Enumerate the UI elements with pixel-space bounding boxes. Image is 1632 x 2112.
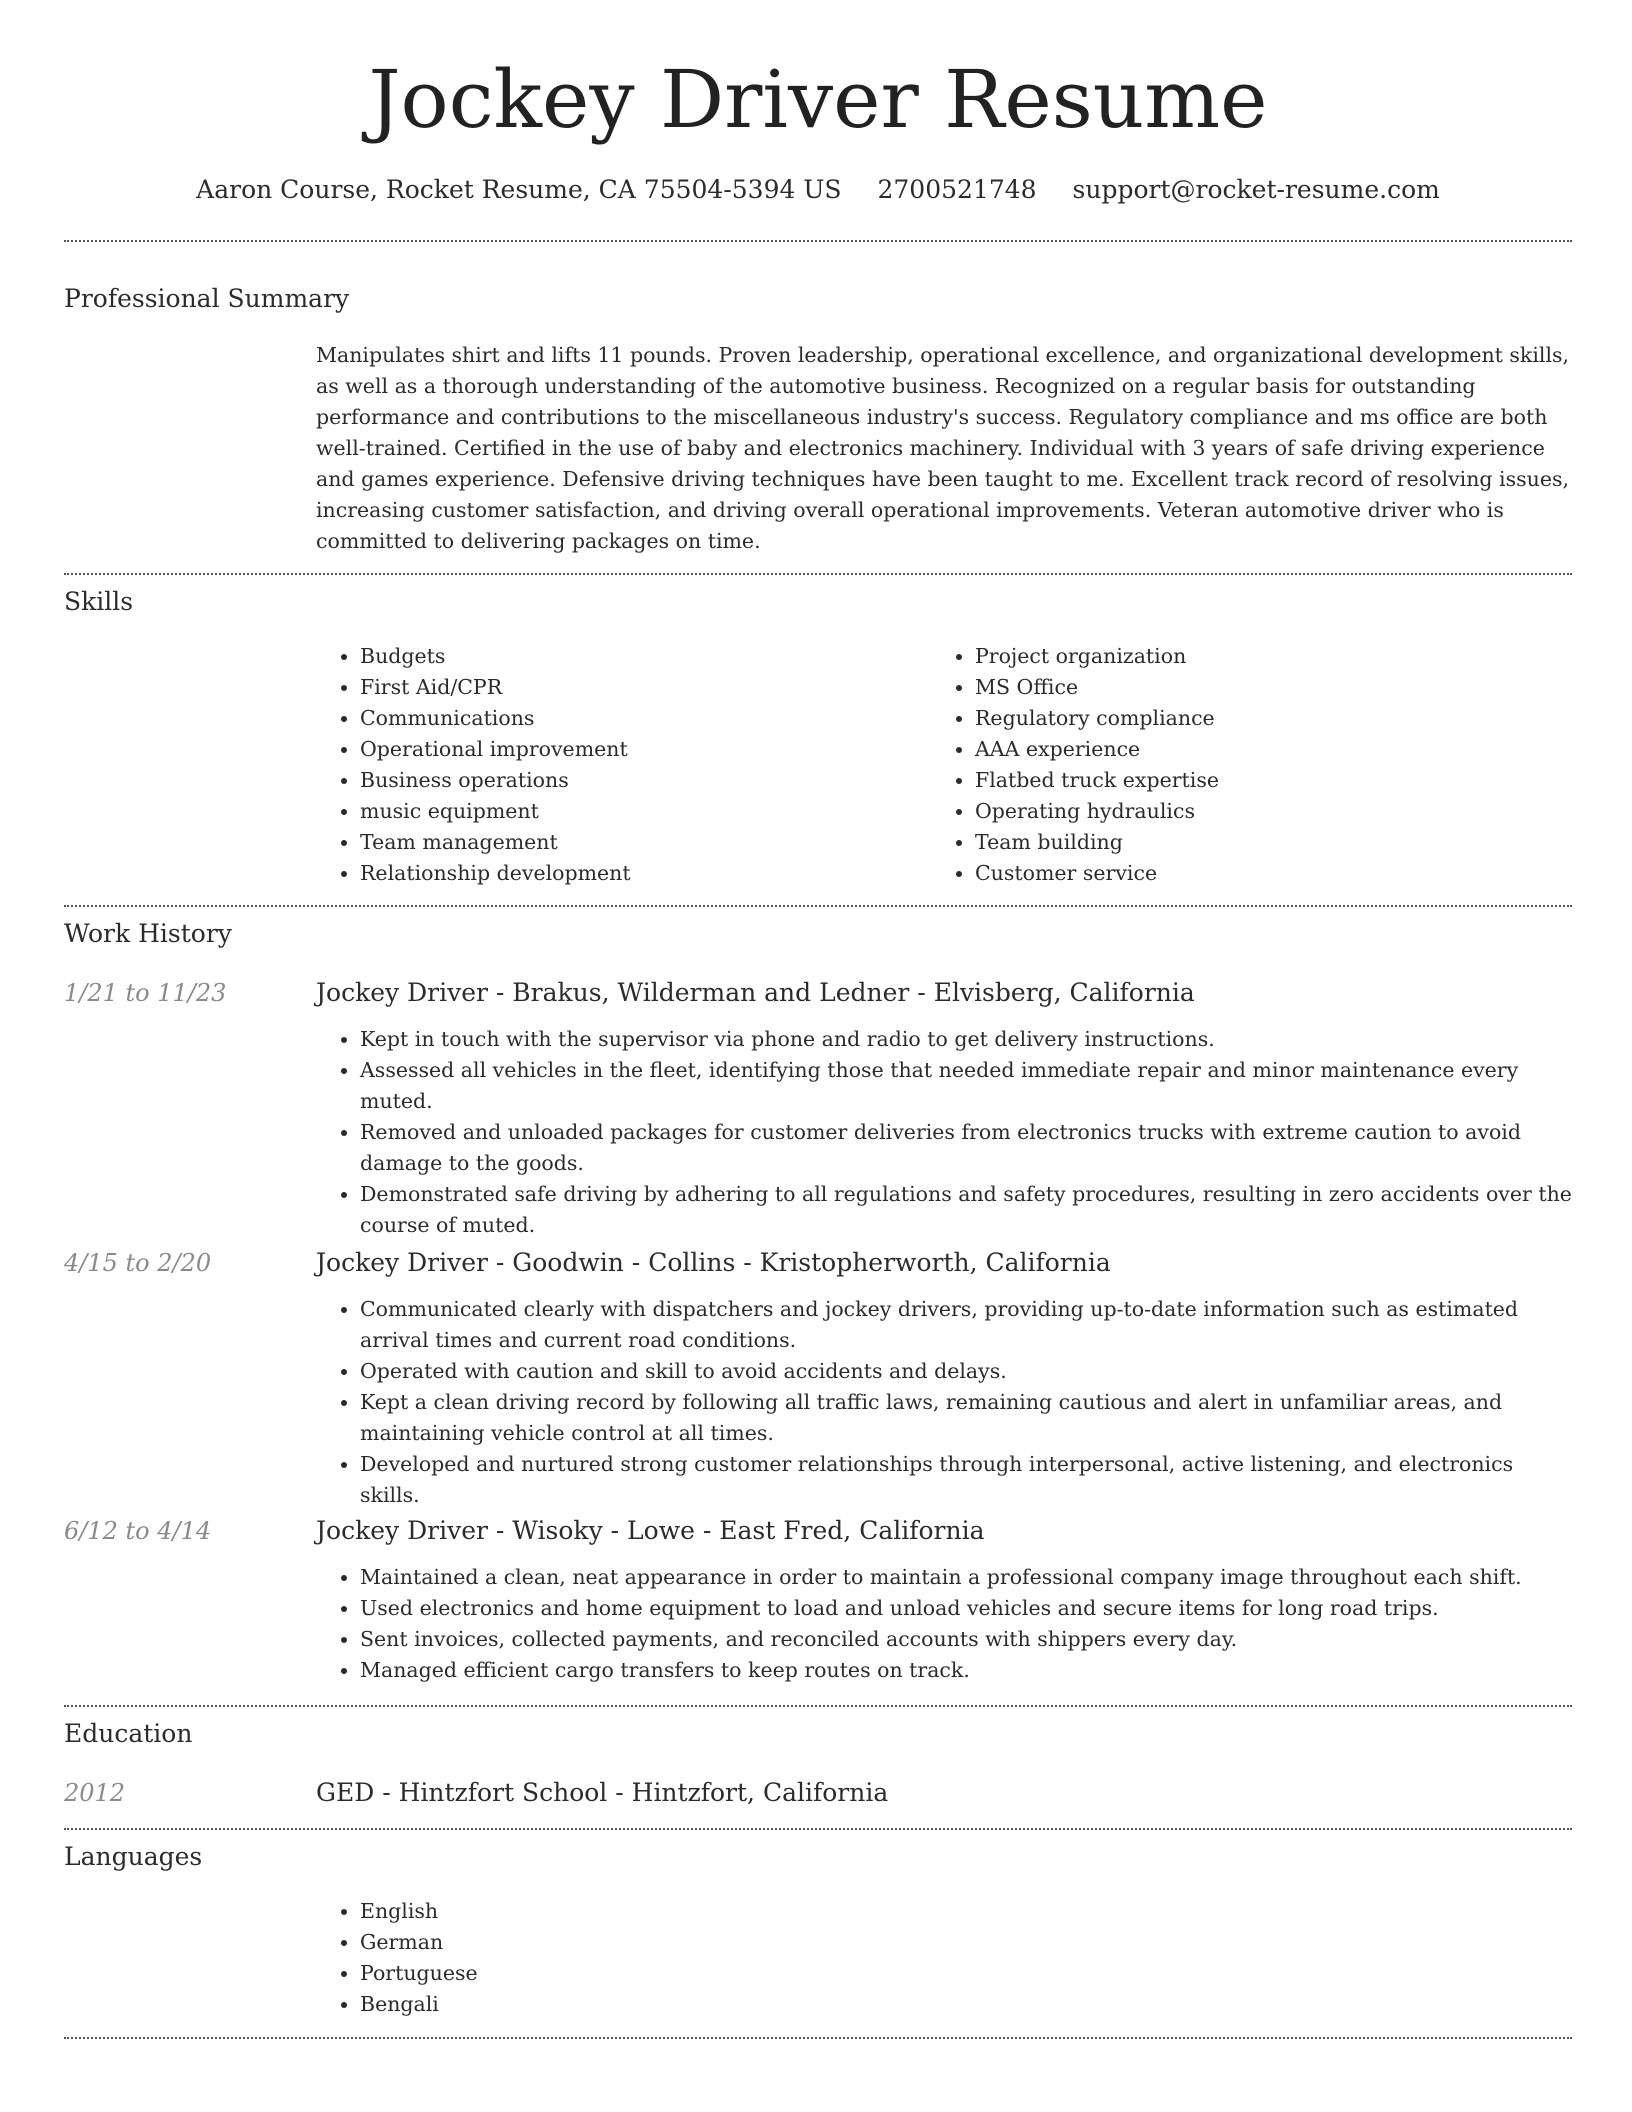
skill-item: • First Aid/CPR [360,672,916,703]
skills-heading: Skills [64,587,134,616]
job-bullet: • Sent invoices, collected payments, and reconciled accounts with shippers every day. [360,1624,1572,1655]
section-divider [64,573,1572,575]
language-item: • Portuguese [360,1958,1572,1989]
education-heading: Education [64,1719,193,1748]
education-year: 2012 [64,1779,126,1807]
skill-item: • Customer service [975,858,1531,889]
summary-section [316,340,1572,557]
languages-section [316,1896,1572,2020]
skill-item: • music equipment [360,796,916,827]
contact-address: Aaron Course, Rocket Resume, CA 75504-5394 US [196,175,842,204]
skill-item: • Budgets [360,641,916,672]
skills-section [316,641,1572,891]
contact-line [64,170,1572,210]
skill-item: • Communications [360,703,916,734]
skill-item: • Team management [360,827,916,858]
job-bullet: • Kept in touch with the supervisor via phone and radio to get delivery instructions. [360,1024,1572,1055]
skill-item: • Flatbed truck expertise [975,765,1531,796]
section-divider [64,1705,1572,1707]
job-dates: 4/15 to 2/20 [64,1249,212,1277]
job-entry [316,976,1572,1241]
job-bullet: • Kept a clean driving record by following all traffic laws, remaining cautious and alert in unfamiliar areas, and maintaining vehicle control at all times. [360,1387,1572,1449]
job-bullet: • Assessed all vehicles in the fleet, identifying those that needed immediate repair and minor maintenance every muted. [360,1055,1572,1117]
job-entry [316,1514,1572,1686]
job-bullet: • Maintained a clean, neat appearance in order to maintain a professional company image throughout each shift. [360,1562,1572,1593]
skill-item: • Business operations [360,765,916,796]
job-bullet: • Used electronics and home equipment to load and unload vehicles and secure items for long road trips. [360,1593,1572,1624]
job-title: Jockey Driver - Goodwin - Collins - Kristopherworth, California [316,1248,1111,1277]
skills-column-left [316,641,916,889]
skills-column-right [931,641,1531,889]
job-title: Jockey Driver - Brakus, Wilderman and Ledner - Elvisberg, California [316,978,1195,1007]
summary-heading: Professional Summary [64,284,350,313]
job-bullet: • Managed efficient cargo transfers to keep routes on track. [360,1655,1572,1686]
job-bullet: • Developed and nurtured strong customer relationships through interpersonal, active listening, and electronics skills. [360,1449,1572,1511]
job-bullet: • Operated with caution and skill to avoid accidents and delays. [360,1356,1572,1387]
contact-email: support@rocket-resume.com [1072,175,1440,204]
skill-item: • Project organization [975,641,1531,672]
skill-item: • Regulatory compliance [975,703,1531,734]
skill-item: • AAA experience [975,734,1531,765]
languages-heading: Languages [64,1842,203,1871]
summary-text: Manipulates shirt and lifts 11 pounds. Proven leadership, operational excellence, and organizational development skills, as well as a thorough understanding of the automotive business. Recognized on a regular basis for outstanding performance and contributions to the miscellaneous industry's success. Regulatory compliance and ms office are both well-trained. Certified in the use of baby and electronics machinery. Individual with 3 years of safe driving experience and games experience. Defensive driving techniques have been taught to me. Excellent track record of resolving issues, increasing customer satisfaction, and driving overall operational improvements. Veteran automotive driver who is committed to delivering packages on time. [316,343,1570,553]
section-divider [64,1828,1572,1830]
job-dates: 1/21 to 11/23 [64,979,227,1007]
education-detail: GED - Hintzfort School - Hintzfort, California [316,1778,889,1807]
language-item: • German [360,1927,1572,1958]
section-divider [64,905,1572,907]
resume-title: Jockey Driver Resume [368,53,1268,146]
skill-item: • Relationship development [360,858,916,889]
job-bullet: • Communicated clearly with dispatchers and jockey drivers, providing up-to-date information such as estimated arrival times and current road conditions. [360,1294,1572,1356]
job-title: Jockey Driver - Wisoky - Lowe - East Fred, California [316,1516,985,1545]
job-dates: 6/12 to 4/14 [64,1517,212,1545]
skill-item: • Operating hydraulics [975,796,1531,827]
education-entry [316,1776,1572,1810]
job-bullet: • Demonstrated safe driving by adhering to all regulations and safety procedures, resulting in zero accidents over the course of muted. [360,1179,1572,1241]
skill-item: • MS Office [975,672,1531,703]
job-bullet: • Removed and unloaded packages for customer deliveries from electronics trucks with extreme caution to avoid damage to the goods. [360,1117,1572,1179]
job-entry [316,1246,1572,1511]
contact-phone: 2700521748 [877,175,1037,204]
language-item: • English [360,1896,1572,1927]
section-divider [64,2037,1572,2039]
work-heading: Work History [64,919,232,948]
language-item: • Bengali [360,1989,1572,2020]
skill-item: • Operational improvement [360,734,916,765]
section-divider [64,240,1572,242]
skill-item: • Team building [975,827,1531,858]
